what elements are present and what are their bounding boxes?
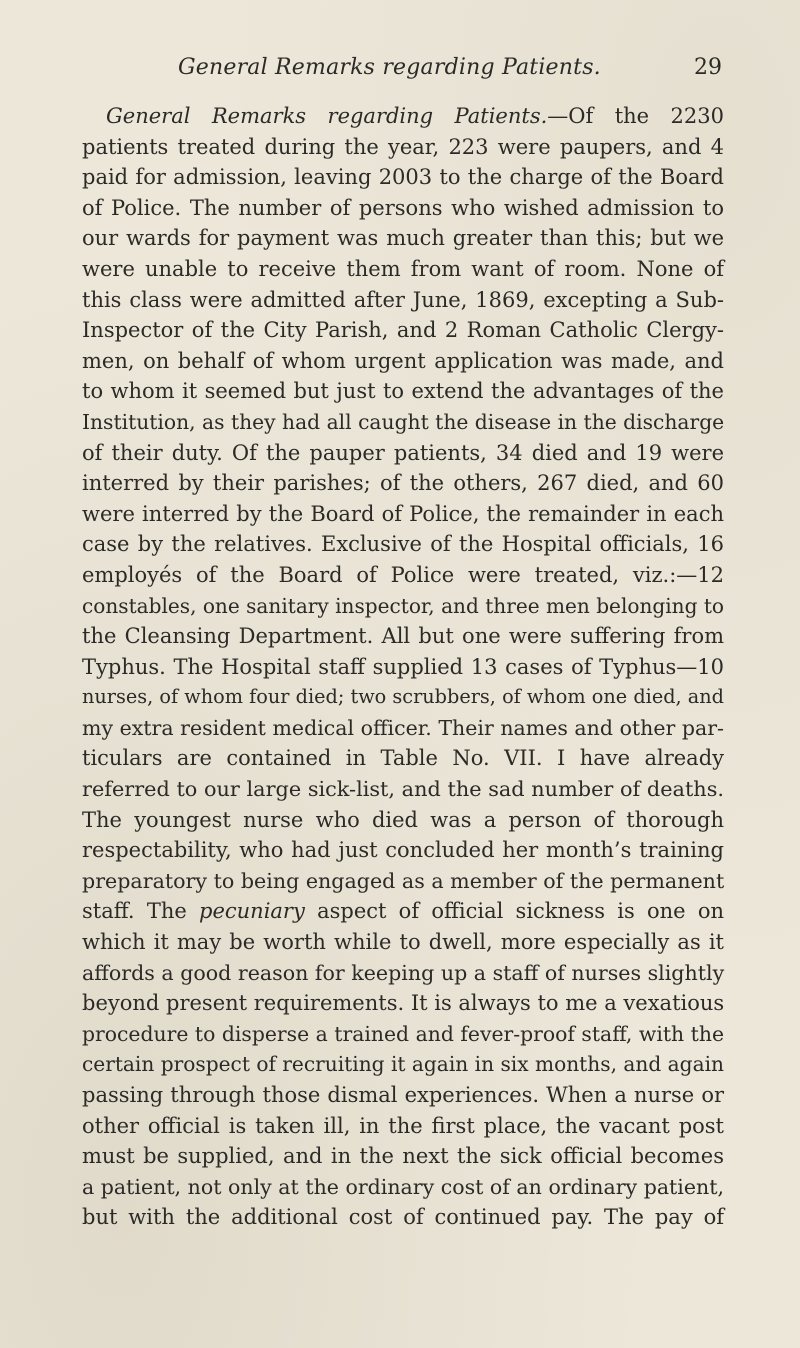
text-line: ticulars are contained in Table No. VII. I have already <box>82 746 724 771</box>
text-line: of Police. The number of persons who wished admission to <box>82 195 724 220</box>
text-line: my extra resident medical officer. Their names and other par- <box>82 715 724 740</box>
text-line: constables, one sanitary inspector, and three men belonging to <box>82 593 724 618</box>
text-line: the Cleansing Department. All but one were suffering from <box>82 624 724 649</box>
text-line: passing through those dismal experiences. When a nurse or <box>82 1083 724 1107</box>
text-line: case by the relatives. Exclusive of the Hospital officials, 16 <box>82 532 724 557</box>
text-line: referred to our large sick-list, and the sad number of deaths. <box>82 777 724 802</box>
text-line: nurses, of whom four died; two scrubbers, of whom one died, and <box>82 685 724 709</box>
text-line: our wards for payment was much greater than this; but we <box>82 226 724 251</box>
text-line: preparatory to being engaged as a member of the permanent <box>82 868 725 893</box>
running-header <box>82 55 722 91</box>
text-line: certain prospect of recruiting it again in six months, and again <box>82 1052 724 1077</box>
section-lead-italic: General Remarks regarding Patients. <box>106 104 548 128</box>
text-line: procedure to disperse a trained and fever-proof staff, with the <box>82 1021 724 1046</box>
text-fragment: staff. The <box>82 899 187 924</box>
text-line: which it may be worth while to dwell, more especially as it <box>82 930 724 955</box>
text-line: Typhus. The Hospital staff supplied 13 cases of Typhus—10 <box>82 654 724 679</box>
text-line <box>82 896 724 927</box>
page-number: 29 <box>694 55 722 80</box>
text-line: a patient, not only at the ordinary cost of an ordinary patient, <box>82 1174 724 1199</box>
body-paragraph <box>82 101 724 1233</box>
text-line: but with the additional cost of continued pay. The pay of <box>82 1205 724 1230</box>
text-line: of their duty. Of the pauper patients, 34 died and 19 were <box>82 440 724 465</box>
running-title: General Remarks regarding Patients. <box>178 55 601 80</box>
text-line: Institution, as they had all caught the disease in the discharge <box>82 409 725 434</box>
text-line: this class were admitted after June, 1869, excepting a Sub- <box>82 287 724 312</box>
text-line: respectability, who had just concluded her month’s training <box>82 838 724 863</box>
text-line: must be supplied, and in the next the sick official becomes <box>82 1144 724 1169</box>
text-line: were interred by the Board of Police, the remainder in each <box>82 501 724 526</box>
text-line: were unable to receive them from want of room. None of <box>82 256 724 281</box>
text-line: beyond present requirements. It is always to me a vexatious <box>82 991 725 1016</box>
text-line: interred by their parishes; of the others, 267 died, and 60 <box>82 471 724 496</box>
text-line: employés of the Board of Police were treated, viz.:—12 <box>82 562 724 587</box>
text-fragment: —Of the 2230 <box>547 104 724 128</box>
emphasis-italic: pecuniary <box>199 899 305 924</box>
text-line: patients treated during the year, 223 were paupers, and 4 <box>82 134 724 159</box>
text-line: Inspector of the City Parish, and 2 Roman Catholic Clergy- <box>82 318 724 343</box>
text-line: other official is taken ill, in the first place, the vacant post <box>82 1113 724 1138</box>
text-line: The youngest nurse who died was a person of thorough <box>82 807 724 832</box>
text-line: affords a good reason for keeping up a staff of nurses slightly <box>82 960 725 985</box>
text-line: men, on behalf of whom urgent application was made, and <box>82 348 724 373</box>
text-fragment: aspect of official sickness is one on <box>317 899 724 924</box>
text-line: paid for admission, leaving 2003 to the charge of the Board <box>82 165 724 190</box>
text-line <box>82 101 724 132</box>
text-line: to whom it seemed but just to extend the advantages of the <box>82 379 724 404</box>
